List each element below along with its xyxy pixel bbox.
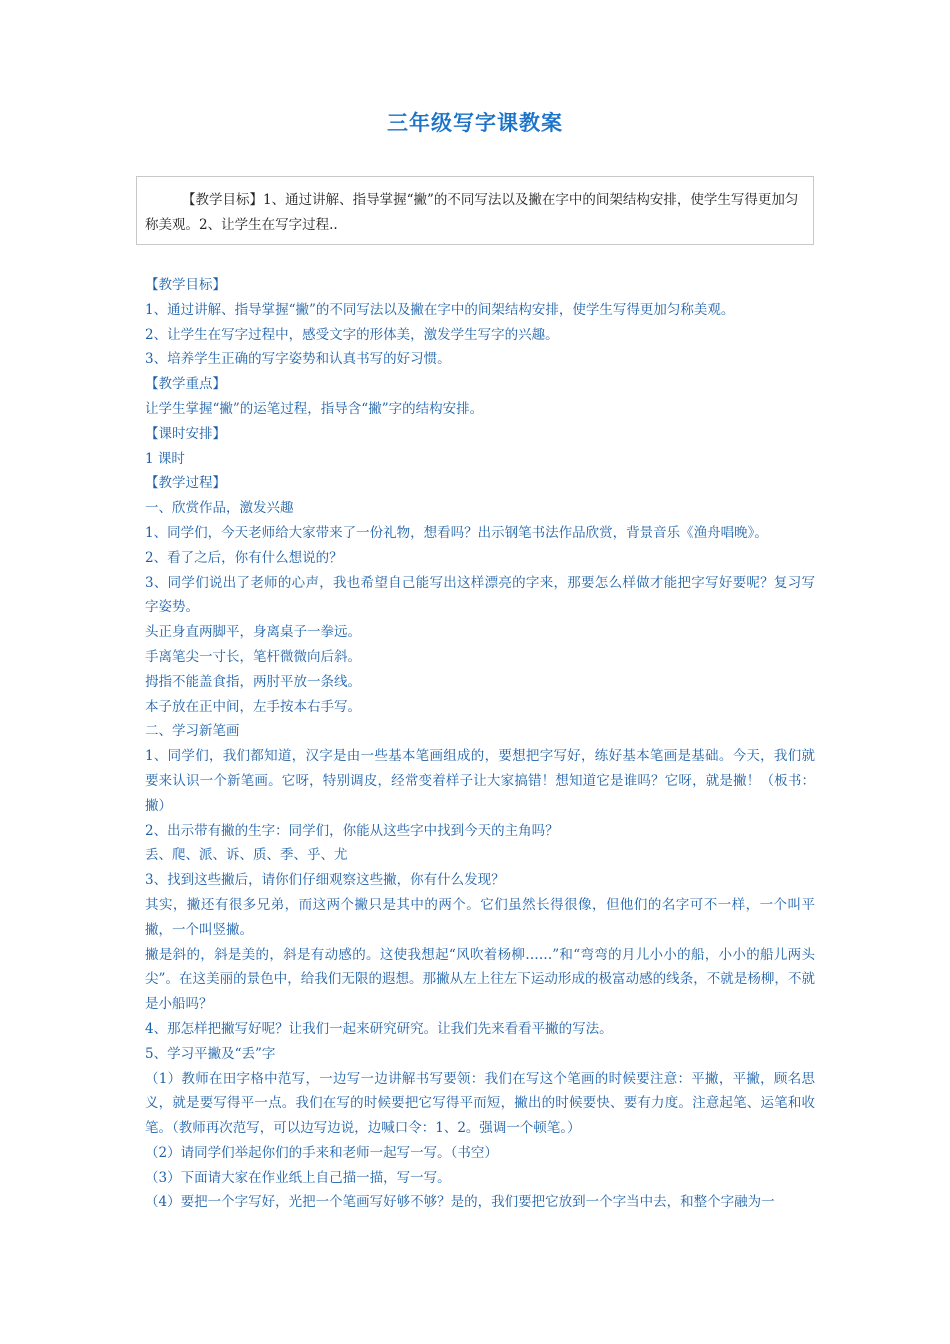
paragraph: 3、找到这些撇后，请你们仔细观察这些撇，你有什么发现？ [145, 872, 505, 889]
paragraph: 1、同学们，今天老师给大家带来了一份礼物，想看吗？出示钢笔书法作品欣赏，背景音乐《渔舟唱晚》。 [145, 524, 768, 541]
paragraph: 3、培养学生正确的写字姿势和认真书写的好习惯。 [145, 351, 451, 368]
section-heading: 二、学习新笔画 [145, 723, 240, 740]
lesson-content [145, 273, 815, 1215]
heading-teaching-goals: 【教学目标】 [145, 277, 226, 293]
verse-line: 头正身直两脚平，身离桌子一拳远。 [145, 624, 361, 641]
verse-line: 手离笔尖一寸长，笔杆微微向后斜。 [145, 648, 361, 665]
page-title: 三年级写字课教案 [387, 110, 563, 135]
paragraph: 1、同学们，我们都知道，汉字是由一些基本笔画组成的，要想把字写好，练好基本笔画是基础。今天，我们就要来认识一个新笔画。它呀，特别调皮，经常变着样子让大家搞错！想知道它是谁吗？它呀，就是撇！（板书：撇） [145, 748, 815, 814]
verse-line: 本子放在正中间，左手按本右手写。 [145, 698, 361, 715]
paragraph: 其实，撇还有很多兄弟，而这两个撇只是其中的两个。它们虽然长得很像，但他们的名字可不一样，一个叫平撇，一个叫竖撇。 [145, 896, 815, 938]
heading-schedule: 【课时安排】 [145, 425, 226, 442]
paragraph: （4）要把一个字写好，光把一个笔画写好够不够？是的，我们要把它放到一个字当中去，和整个字融为一 [145, 1194, 775, 1211]
section-heading: 一、欣赏作品，激发兴趣 [145, 500, 294, 517]
paragraph: 5、学习平撇及“丢”字 [145, 1045, 276, 1062]
paragraph: （3）下面请大家在作业纸上自己描一描，写一写。 [145, 1169, 451, 1186]
paragraph: 4、那怎样把撇写好呢？让我们一起来研究研究。让我们先来看看平撇的写法。 [145, 1020, 613, 1037]
paragraph: 1、通过讲解、指导掌握“撇”的不同写法以及撇在字中的间架结构安排，使学生写得更加匀称美观。 [145, 301, 735, 318]
paragraph: 撇是斜的，斜是美的，斜是有动感的。这使我想起“风吹着杨柳……”和“弯弯的月儿小小的船，小小的船儿两头尖”。在这美丽的景色中，给我们无限的遐想。那撇从左上往左下运动形成的极富动感的线条，不就是杨柳，不就是小船吗？ [145, 946, 815, 1013]
paragraph: 1 课时 [145, 450, 185, 467]
verse-line: 拇指不能盖食指，两肘平放一条线。 [145, 673, 361, 690]
paragraph: 2、让学生在写字过程中，感受文字的形体美，激发学生写字的兴趣。 [145, 326, 559, 343]
paragraph: （1）教师在田字格中范写，一边写一边讲解书写要领：我们在写这个笔画的时候要注意：平撇，平撇，顾名思义，就是要写得平一点。我们在写的时候要把它写得平而短，撇出的时候要快、要有力度。注意起笔、运笔和收笔。（教师再次范写，可以边写边说，边喊口令：1、2。强调一个顿笔。） [145, 1070, 815, 1137]
paragraph: （2）请同学们举起你们的手来和老师一起写一写。（书空） [145, 1144, 498, 1161]
paragraph: 2、出示带有撇的生字：同学们，你能从这些字中找到今天的主角吗？ [145, 822, 559, 839]
summary-box [136, 176, 814, 245]
heading-key-points: 【教学重点】 [145, 376, 226, 393]
summary-text: 【教学目标】1、通过讲解、指导掌握“撇”的不同写法以及撇在字中的间架结构安排，使学生写得更加匀称美观。2、让学生在写字过程.. [145, 192, 799, 233]
paragraph: 让学生掌握“撇”的运笔过程，指导含“撇”字的结构安排。 [145, 400, 484, 417]
paragraph: 3、同学们说出了老师的心声，我也希望自己能写出这样漂亮的字来，那要怎么样做才能把字写好要呢？复习写字姿势。 [145, 574, 815, 616]
character-list: 丢、爬、派、诉、质、季、乎、尤 [145, 847, 348, 864]
paragraph: 2、看了之后，你有什么想说的？ [145, 549, 343, 566]
heading-teaching-process: 【教学过程】 [145, 475, 226, 492]
